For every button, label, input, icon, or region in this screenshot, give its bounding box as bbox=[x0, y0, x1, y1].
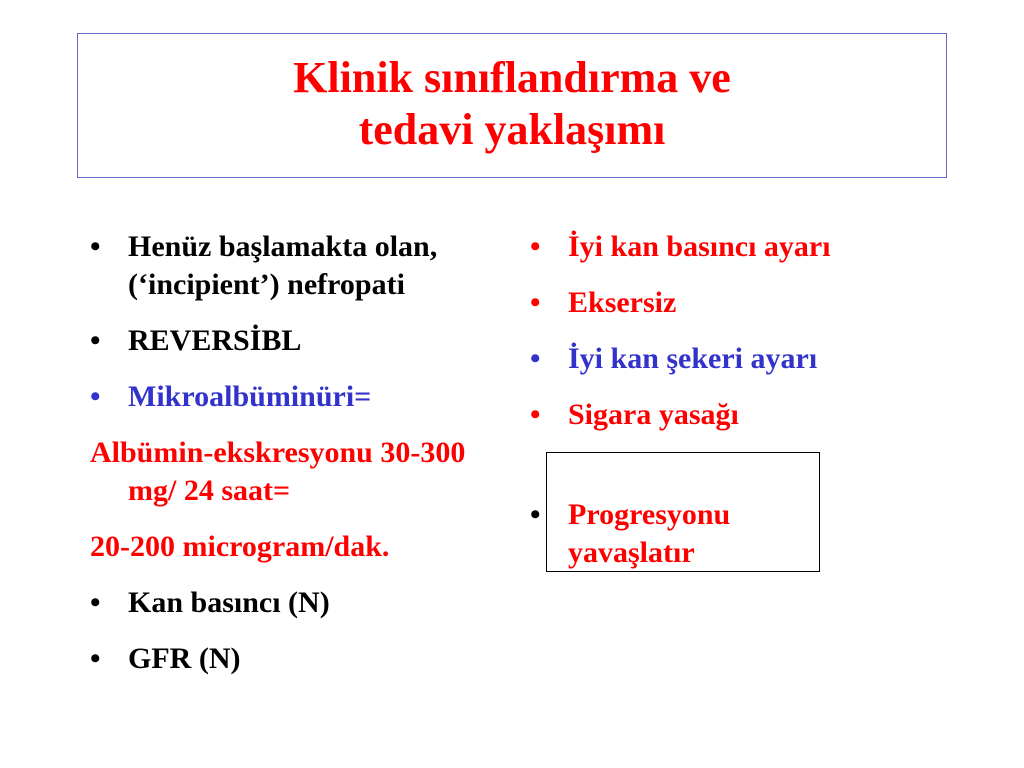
left-bullet-item bbox=[90, 640, 500, 678]
bullet-icon: • bbox=[90, 642, 101, 675]
bullet-icon: • bbox=[530, 498, 541, 531]
title-box bbox=[77, 33, 947, 178]
bullet-icon: • bbox=[530, 342, 541, 375]
left-plain-line: Albümin-ekskresyonu 30-300 mg/ 24 saat= bbox=[90, 436, 466, 507]
left-item-text: Kan basıncı (N) bbox=[128, 586, 330, 619]
bullet-icon: • bbox=[90, 586, 101, 619]
slide-title-line-1: Klinik sınıflandırma ve bbox=[293, 53, 731, 102]
bullet-icon: • bbox=[90, 380, 101, 413]
bullet-icon: • bbox=[90, 324, 101, 357]
right-item-text: İyi kan şekeri ayarı bbox=[568, 342, 818, 375]
right-bullet-item bbox=[530, 228, 950, 266]
left-item-text: Henüz başlamakta olan, (‘incipient’) nefropati bbox=[128, 230, 438, 301]
highlight-frame bbox=[546, 452, 820, 572]
left-bullet-item bbox=[90, 584, 500, 622]
slide-title-line-2: tedavi yaklaşımı bbox=[358, 105, 666, 154]
left-item-text: REVERSİBL bbox=[128, 324, 302, 357]
left-plain-line: 20-200 microgram/dak. bbox=[90, 530, 390, 563]
right-item-text: Sigara yasağı bbox=[568, 398, 739, 431]
left-bullet-item bbox=[90, 322, 500, 360]
bullet-icon: • bbox=[530, 398, 541, 431]
bullet-icon: • bbox=[530, 230, 541, 263]
left-bullet-item bbox=[90, 228, 500, 304]
right-bullet-item bbox=[530, 284, 950, 322]
left-column bbox=[90, 228, 500, 696]
right-item-text: İyi kan basıncı ayarı bbox=[568, 230, 831, 263]
left-item-text: Mikroalbüminüri= bbox=[128, 380, 372, 413]
right-item-text: Eksersiz bbox=[568, 286, 677, 319]
right-item-text: Progresyonu yavaşlatır bbox=[568, 498, 731, 569]
right-bullet-item bbox=[530, 396, 950, 434]
left-bullet-item bbox=[90, 378, 500, 416]
bullet-icon: • bbox=[90, 230, 101, 263]
bullet-icon: • bbox=[530, 286, 541, 319]
right-bullet-item bbox=[530, 340, 950, 378]
left-item-text: GFR (N) bbox=[128, 642, 241, 675]
